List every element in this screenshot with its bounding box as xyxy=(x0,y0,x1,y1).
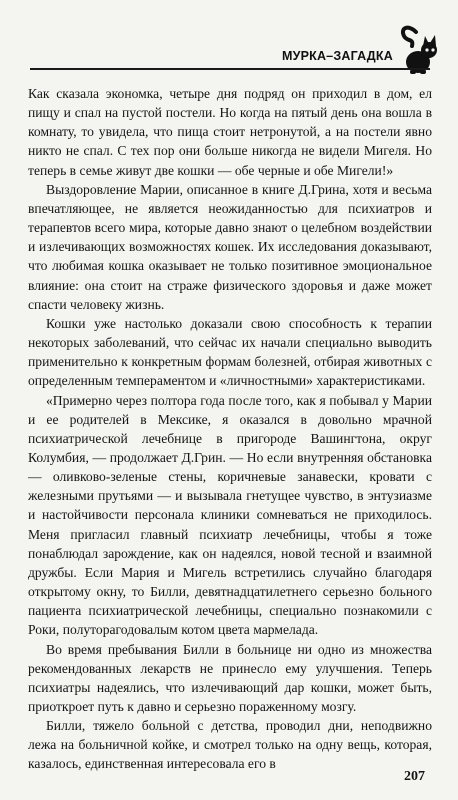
paragraph: Как сказала экономка, четыре дня подряд он приходил в дом, ел пищу и спал на пустой постели. Но когда на пятый день она вошла в комнату, то увидела, что пища стоит нетронутой, а на постели явно никто не спал. С тех пор они больше никогда не видели Мигеля. Но теперь в семье живут две кошки — обе черные и обе Мигели!» xyxy=(28,86,432,178)
paragraph: Во время пребывания Билли в больнице ни одно из множества рекомендованных лекарств не принесло ему улучшения. Теперь психиатры надеялись, что излечивающий дар кошки, может быть, приоткроет путь к давно и серьезно пораженному мозгу. xyxy=(28,641,432,714)
body-text xyxy=(28,84,432,774)
page-number: 207 xyxy=(404,769,425,784)
paragraph: Билли, тяжело больной с детства, проводил дни, неподвижно лежа на больничной койке, и смотрел только на одну вещь, которая, казалось, единственная интересовала его в xyxy=(28,718,432,772)
paragraph: Кошки уже настолько доказали свою способность к терапии некоторых заболеваний, что сейчас их начали специально выводить применительно к конкретным формам болезней, отбирая животных с определенным темпераментом и «личностными» характеристиками. xyxy=(28,315,432,389)
running-title: МУРКА–ЗАГАДКА xyxy=(282,49,393,63)
paragraph: Выздоровление Марии, описанное в книге Д.Грина, хотя и весьма впечатляющее, не является неожиданностью для психиатров и терапевтов всего мира, которые давно знают о целебном воздействии и излечивающих возможностях кошек. Их исследования доказывают, что любимая кошка оказывает не только позитивное эмоциональное влияние: она стоит на страже физического здоровья и даже может спасти человеку жизнь. xyxy=(28,181,432,312)
header-rule xyxy=(30,68,430,70)
paragraph: «Примерно через полтора года после того, как я побывал у Марии и ее родителей в Мексике, я оказался в довольно мрачной психиатрической лечебнице в пригороде Вашингтона, округ Колумбия, — продолжает Д.Грин. — Но если внутренняя обстановка — оливково-зеленые стены, коричневые занавески, кровати с железными прутьями — и вызывала гнетущее чувство, в энтузиазме и настойчивости персонала клиники сомневаться не приходилось. Меня пригласил главный психиатр лечебницы, чтобы я тоже понаблюдал зарождение, как он надеялся, новой тесной и взаимной дружбы. Если Мария и Мигель встретились случайно благодаря открытому окну, то Билли, девятнадцатилетнего серьезно больного пациента психиатрической лечебницы, специально познакомили с Роки, полуторагодовалым котом цвета мармелада. xyxy=(28,392,432,638)
page-header xyxy=(0,0,458,78)
